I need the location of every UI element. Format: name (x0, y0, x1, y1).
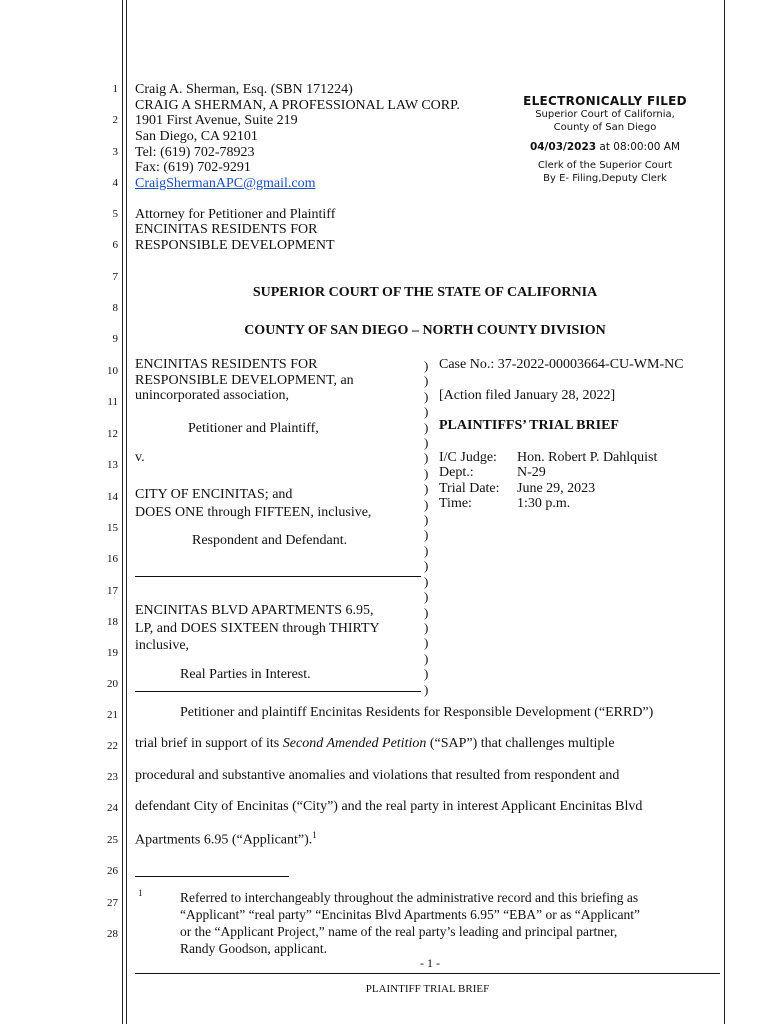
respondent-line-2: DOES ONE through FIFTEEN, inclusive, (135, 505, 372, 520)
fax: Fax: (619) 702-9291 (135, 160, 251, 175)
line-number: 24 (107, 802, 118, 814)
trial-date-value: June 29, 2023 (517, 481, 596, 496)
caption-parentheses: ) ) ) ) ) ) ) ) ) ) ) ) ) ) ) ) ) ) ) ) ) ) (424, 358, 429, 697)
line-number: 6 (112, 239, 118, 251)
line-number: 7 (112, 271, 118, 283)
footnote-line-2: “Applicant” “real party” “Encinitas Blvd Apartments 6.95” “EBA” or as “Applicant” (180, 907, 640, 922)
footnote-line-3: or the “Applicant Project,” name of the real party’s leading and principal partner, (180, 924, 618, 939)
attorney-for-line-2: ENCINITAS RESIDENTS FOR (135, 222, 318, 237)
telephone: Tel: (619) 702-78923 (135, 145, 255, 160)
firm-name: CRAIG A SHERMAN, A PROFESSIONAL LAW CORP. (135, 98, 460, 113)
line-number: 19 (107, 647, 118, 659)
petitioner-line-2: RESPONSIBLE DEVELOPMENT, an (135, 373, 354, 388)
address-line-1: 1901 First Avenue, Suite 219 (135, 113, 298, 128)
caption-divider-2 (135, 691, 421, 692)
line-number: 16 (107, 553, 118, 565)
line-number: 15 (107, 522, 118, 534)
address-line-2: San Diego, CA 92101 (135, 129, 258, 144)
court-title: SUPERIOR COURT OF THE STATE OF CALIFORNIA (252, 285, 598, 300)
line-number: 27 (107, 897, 118, 909)
petitioner-role: Petitioner and Plaintiff, (188, 421, 319, 436)
rpi-line-3: inclusive, (135, 638, 190, 653)
footnote-line-1: Referred to interchangeably throughout the administrative record and this briefing as (180, 890, 639, 905)
margin-rule-left-outer (122, 0, 123, 1024)
body-line-2-c: (“SAP”) that challenges multiple (426, 736, 615, 751)
line-number: 3 (112, 146, 118, 158)
attorney-for-line-1: Attorney for Petitioner and Plaintiff (135, 207, 336, 222)
footnote-marker: 1 (138, 888, 143, 898)
body-line-5-text: Apartments 6.95 (“Applicant”). (135, 832, 313, 848)
line-number: 4 (112, 177, 118, 189)
line-number: 8 (112, 302, 118, 314)
line-number: 23 (107, 771, 118, 783)
caption-divider-1 (135, 576, 421, 577)
line-number: 22 (107, 740, 118, 752)
rpi-role: Real Parties in Interest. (180, 667, 311, 682)
footer-title: PLAINTIFF TRIAL BRIEF (365, 983, 490, 995)
line-number: 20 (107, 678, 118, 690)
line-number: 5 (112, 208, 118, 220)
respondent-role: Respondent and Defendant. (192, 533, 348, 548)
stamp-datetime (515, 141, 695, 153)
footnote-reference[interactable]: 1 (312, 830, 317, 840)
line-number: 28 (107, 928, 118, 940)
rpi-line-2: LP, and DOES SIXTEEN through THIRTY (135, 621, 380, 636)
footnote-separator (135, 876, 289, 877)
line-number: 17 (107, 585, 118, 597)
line-number: 25 (107, 834, 118, 846)
line-number: 2 (112, 114, 118, 126)
petitioner-line-1: ENCINITAS RESIDENTS FOR (135, 357, 318, 372)
stamp-date: 04/03/2023 (529, 141, 597, 153)
line-number: 1 (112, 83, 118, 95)
line-number: 13 (107, 459, 118, 471)
attorney-name: Craig A. Sherman, Esq. (SBN 171224) (135, 82, 353, 97)
petitioner-line-3: unincorporated association, (135, 388, 289, 403)
body-line-4: defendant City of Encinitas (“City”) and the real party in interest Applicant Encinitas Blvd (135, 799, 643, 814)
judge-label: I/C Judge: (439, 450, 497, 465)
line-number: 18 (107, 616, 118, 628)
margin-rule-left-inner (126, 0, 127, 1024)
versus: v. (135, 450, 145, 465)
stamp-clerk-2: By E- Filing,Deputy Clerk (543, 173, 667, 184)
line-number: 10 (107, 365, 118, 377)
line-number: 26 (107, 865, 118, 877)
body-line-2-italic: Second Amended Petition (282, 736, 427, 751)
body-line-5 (135, 830, 317, 849)
time-label: Time: (439, 496, 472, 511)
stamp-court-2: County of San Diego (553, 122, 657, 133)
stamp-title: ELECTRONICALLY FILED (523, 94, 687, 108)
line-number: 11 (107, 396, 118, 408)
body-line-2-a: trial brief in support of its (135, 736, 283, 751)
footnote-line-4: Randy Goodson, applicant. (180, 941, 327, 956)
case-number: Case No.: 37-2022-00003664-CU-WM-NC (439, 357, 684, 372)
page-number: - 1 - (420, 956, 440, 970)
stamp-court-1: Superior Court of California, (535, 109, 675, 120)
body-line-1: Petitioner and plaintiff Encinitas Residents for Responsible Development (“ERRD”) (180, 705, 654, 720)
dept-value: N-29 (517, 465, 546, 480)
stamp-time: at 08:00:00 AM (599, 141, 681, 153)
dept-label: Dept.: (439, 465, 474, 480)
line-number: 12 (107, 428, 118, 440)
rpi-line-1: ENCINITAS BLVD APARTMENTS 6.95, (135, 603, 374, 618)
email-link[interactable]: CraigShermanAPC@gmail.com (135, 176, 316, 191)
stamp-clerk-1: Clerk of the Superior Court (537, 160, 673, 171)
judge-value: Hon. Robert P. Dahlquist (517, 450, 658, 465)
footer-rule (135, 973, 720, 974)
action-filed: [Action filed January 28, 2022] (439, 388, 616, 403)
document-title: PLAINTIFFS’ TRIAL BRIEF (439, 418, 619, 433)
time-value: 1:30 p.m. (517, 496, 571, 511)
body-line-2 (135, 736, 615, 752)
body-line-3: procedural and substantive anomalies and violations that resulted from respondent and (135, 768, 620, 783)
respondent-line-1: CITY OF ENCINITAS; and (135, 487, 293, 502)
line-number: 14 (107, 491, 118, 503)
court-division: COUNTY OF SAN DIEGO – NORTH COUNTY DIVISION (244, 323, 606, 338)
attorney-for-line-3: RESPONSIBLE DEVELOPMENT (135, 238, 335, 253)
line-number: 9 (112, 333, 118, 345)
line-number: 21 (107, 709, 118, 721)
trial-date-label: Trial Date: (439, 481, 500, 496)
margin-rule-right (724, 0, 725, 1024)
